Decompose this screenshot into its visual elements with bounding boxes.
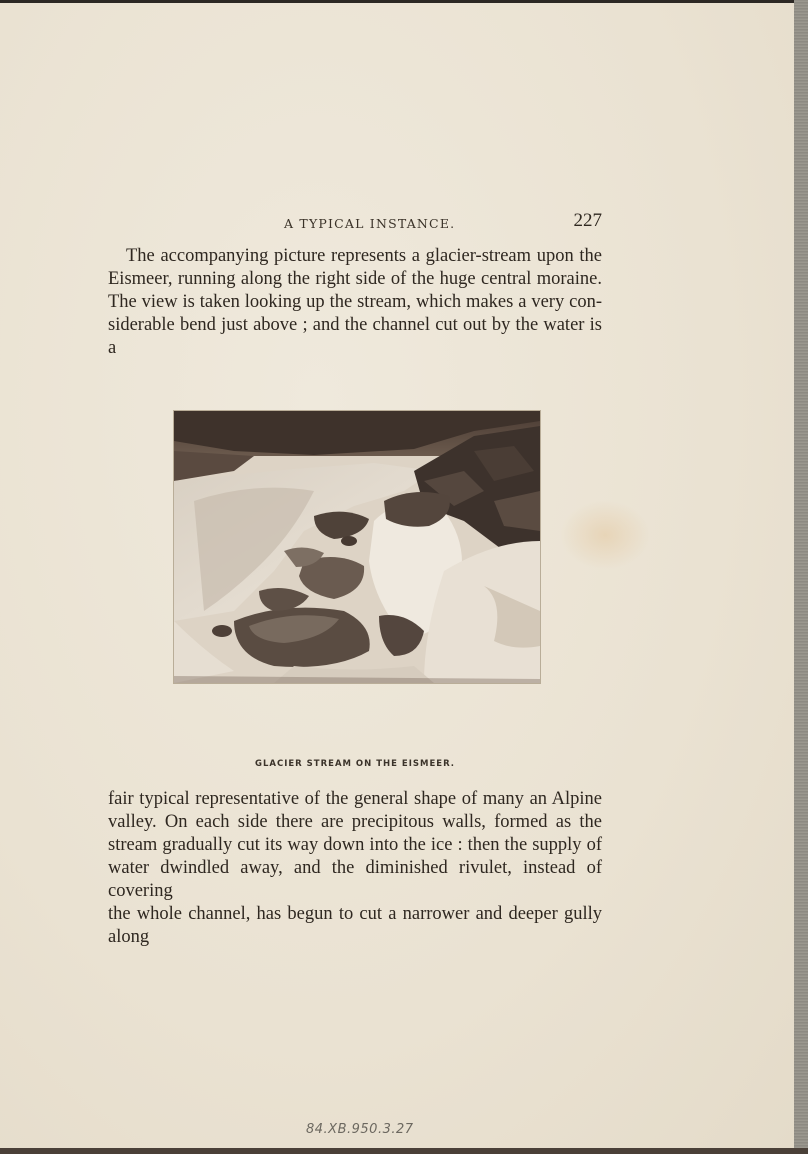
paragraph-2-line: fair typical representative of the general shape of many an Alpine bbox=[108, 789, 602, 809]
paragraph-1-line: The accompanying picture represents a glacier-stream upon the bbox=[126, 246, 602, 266]
page-top-edge bbox=[0, 0, 794, 3]
paragraph-1-line: Eismeer, running along the right side of the huge central moraine. bbox=[108, 269, 602, 289]
binding-cloth-edge bbox=[794, 0, 808, 1154]
glacier-stream-photograph bbox=[173, 410, 541, 684]
running-head: A TYPICAL INSTANCE. bbox=[284, 216, 456, 231]
page-header bbox=[108, 210, 602, 234]
paragraph-2-line: the whole channel, has begun to cut a narrower and deeper gully along bbox=[108, 904, 602, 947]
pencil-shelfmark: 84.XB.950.3.27 bbox=[306, 1122, 414, 1137]
paragraph-2 bbox=[108, 788, 602, 949]
paragraph-2-line: water dwindled away, and the diminished rivulet, instead of covering bbox=[108, 858, 602, 901]
paragraph-1-line: The view is taken looking up the stream, which makes a very con- bbox=[108, 292, 602, 312]
paragraph-2-line: stream gradually cut its way down into the ice : then the supply of bbox=[108, 835, 602, 855]
page-bottom-edge bbox=[0, 1148, 808, 1154]
page-number: 227 bbox=[573, 210, 602, 231]
paragraph-1-line: siderable bend just above ; and the channel cut out by the water is a bbox=[108, 315, 602, 358]
paragraph-1 bbox=[108, 245, 602, 360]
foxing-stain bbox=[560, 500, 650, 570]
paragraph-2-line: valley. On each side there are precipitous walls, formed as the bbox=[108, 812, 602, 832]
figure-caption: GLACIER STREAM ON THE EISMEER. bbox=[254, 759, 456, 769]
